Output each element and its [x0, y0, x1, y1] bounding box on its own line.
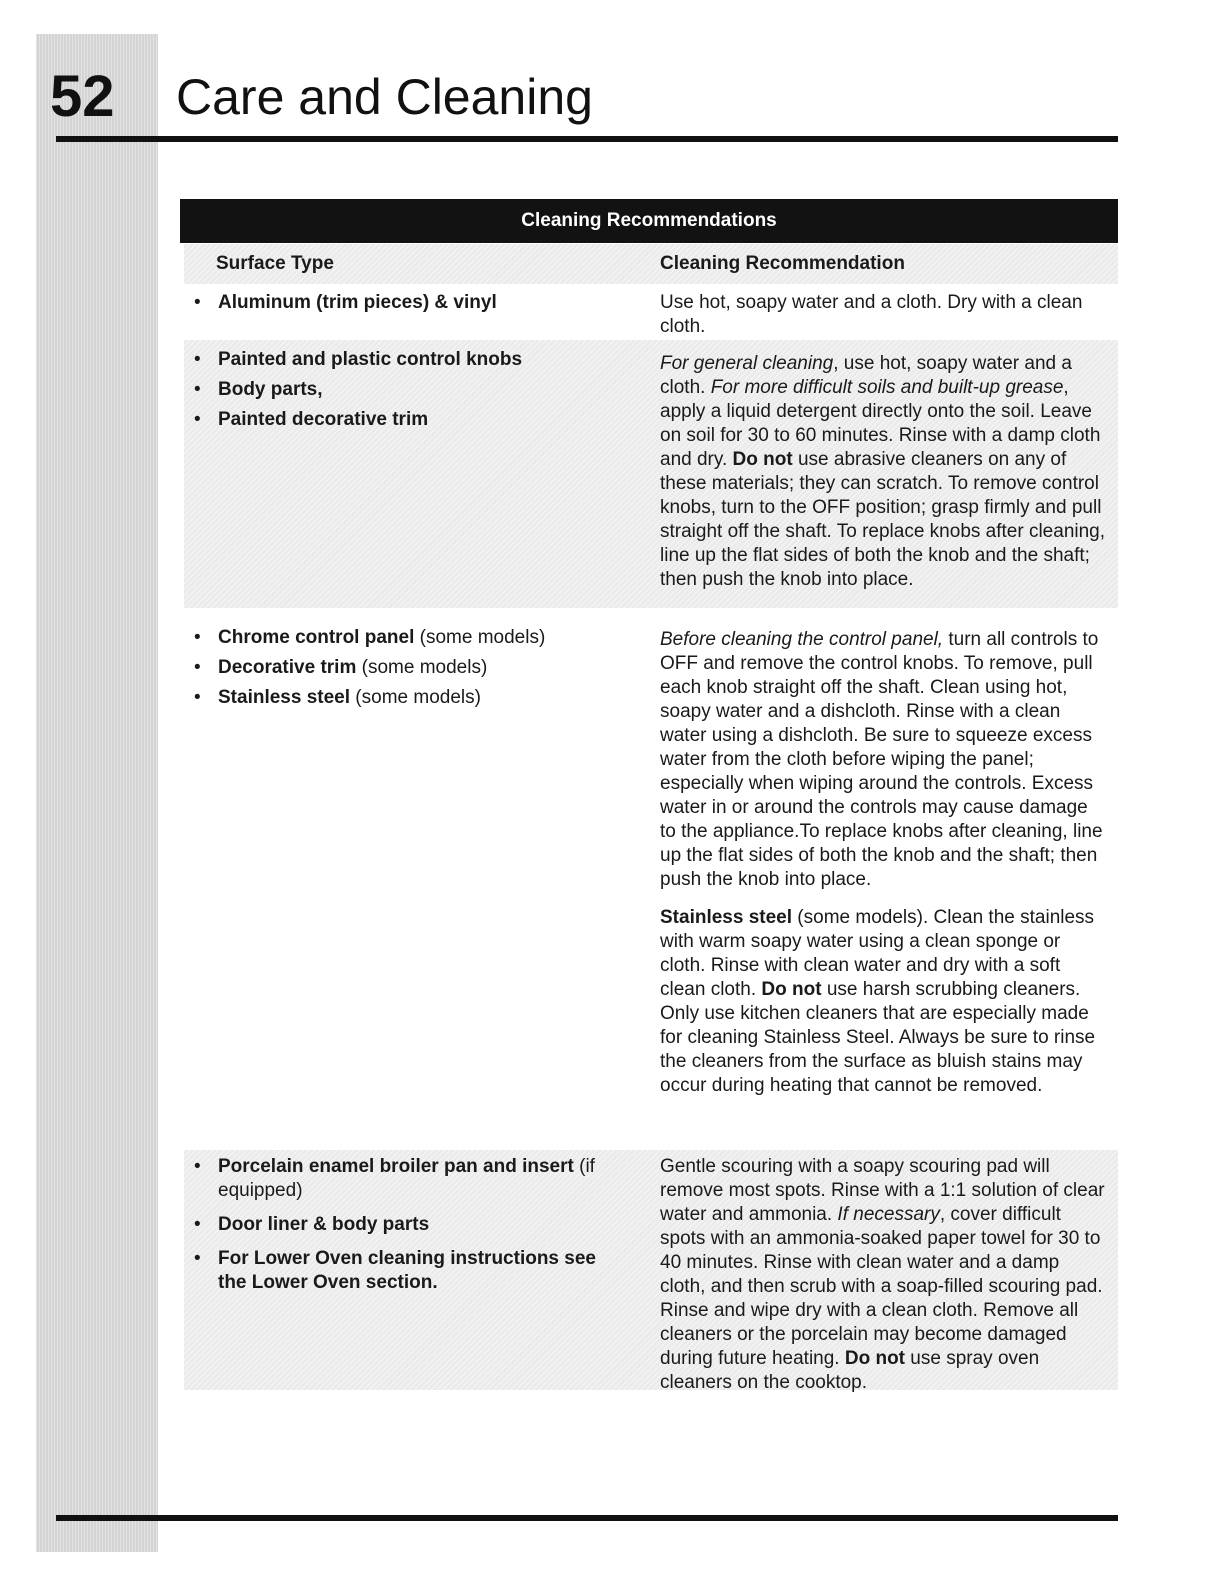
row-4-recommendation: Gentle scouring with a soapy scouring pad will remove most spots. Rinse with a 1:1 solution of clear water and ammonia. If necessary, cover difficult spots with an ammonia-soaked paper towel for 30 to 40 minutes. Rinse with clean water and a damp cloth, and then scrub with a soap-filled scouring pad. Rinse and wipe dry with a clean cloth. Remove all cleaners or the porcelain may become damaged during future heating. Do not use spray oven cleaners on the cooktop.	[660, 1156, 1105, 1393]
surface-item: • Painted decorative trim	[190, 408, 610, 432]
stainless-steel-paragraph: Stainless steel (some models). Clean the stainless with warm soapy water using a clean sponge or cloth. Rinse with clean water and dry with a soft clean cloth. Do not use harsh scrubbing cleaners. Only use kitchen cleaners that are especially made for cleaning Stainless Steel. Always be sure to rinse the cleaners from the surface as bluish stains may occur during heating that cannot be removed.	[660, 907, 1096, 1096]
header-rule	[56, 136, 1118, 142]
row-4-surfaces	[190, 1155, 610, 1305]
surface-item: • Painted and plastic control knobs	[190, 348, 610, 372]
row-2-surfaces	[190, 348, 610, 438]
surface-item: • Door liner & body parts	[190, 1213, 610, 1237]
recommendation-header: Cleaning Recommendation	[660, 253, 905, 274]
control-panel-paragraph: Before cleaning the control panel, turn all controls to OFF and remove the control knobs. To remove, pull each knob straight off the shaft. Clean using hot, soapy water and a dishcloth. Rinse with a clean water using a dishcloth. Be sure to squeeze excess water from the cloth before wiping the panel; especially when wiping around the controls. Excess water in or around the controls may cause damage to the appliance.To replace knobs after cleaning, line up the flat sides of both the knob and the shaft; then push the knob into place.	[660, 629, 1103, 890]
side-tab-strip	[36, 34, 158, 1552]
surface-item: • Body parts,	[190, 378, 610, 402]
row-2-recommendation: For general cleaning, use hot, soapy water and a cloth. For more difficult soils and built-up grease, apply a liquid detergent directly onto the soil. Leave on soil for 30 to 60 minutes. Rinse with a damp cloth and dry. Do not use abrasive cleaners on any of these materials; they can scratch. To remove control knobs, turn to the OFF position; grasp firmly and pull straight off the shaft. To replace knobs after cleaning, line up the flat sides of both the knob and the shaft; then push the knob into place.	[660, 353, 1106, 590]
table-title: Cleaning Recommendations	[180, 199, 1118, 243]
row-3-surfaces	[190, 626, 610, 716]
surface-item: • Decorative trim (some models)	[190, 656, 610, 680]
surface-item: • Chrome control panel (some models)	[190, 626, 610, 650]
surface-type-header: Surface Type	[216, 253, 334, 274]
surface-item: • Aluminum (trim pieces) & vinyl	[190, 291, 610, 315]
surface-item: • Porcelain enamel broiler pan and insert (if equipped)	[190, 1155, 610, 1203]
page-number: 52	[50, 64, 115, 129]
row-3-recommendation	[660, 628, 1108, 1098]
row-1-recommendation: Use hot, soapy water and a cloth. Dry with a clean cloth.	[660, 292, 1083, 337]
surface-item: • Stainless steel (some models)	[190, 686, 610, 710]
page-title: Care and Cleaning	[176, 69, 593, 125]
row-1-surfaces	[190, 291, 610, 321]
footer-rule	[56, 1515, 1118, 1521]
surface-item: • For Lower Oven cleaning instructions see the Lower Oven section.	[190, 1247, 610, 1295]
